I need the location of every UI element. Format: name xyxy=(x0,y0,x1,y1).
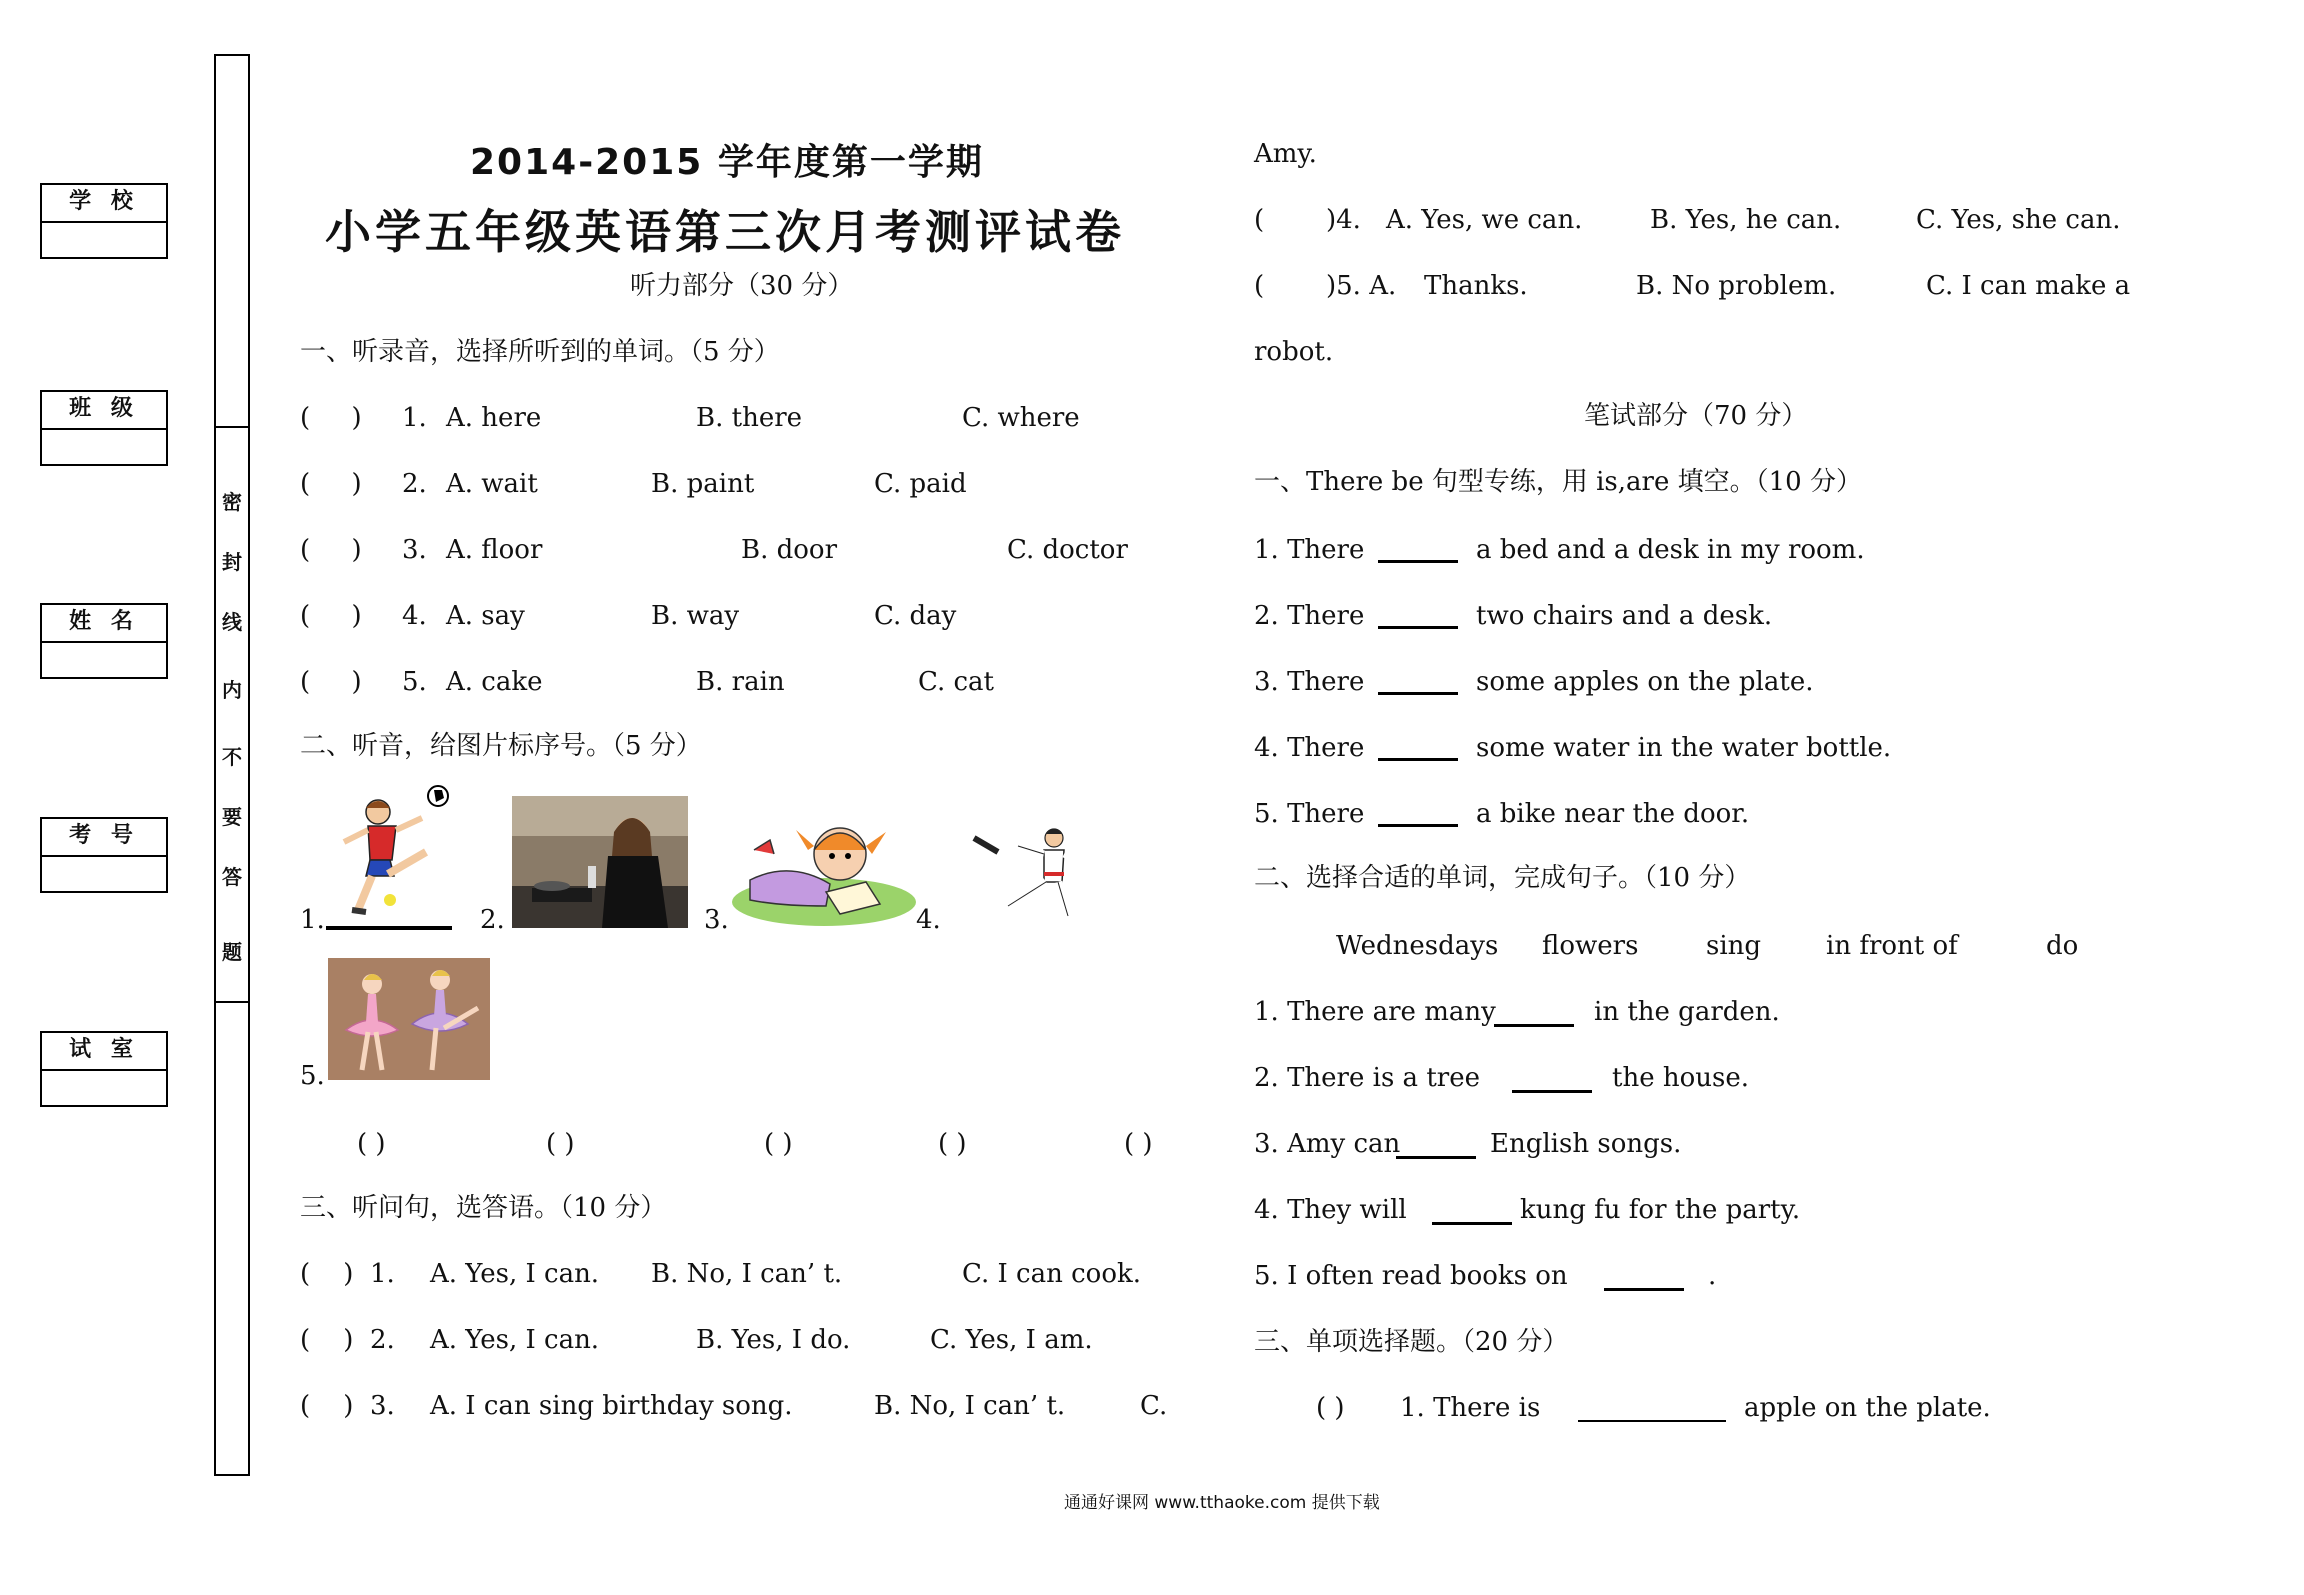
option-c: C. day xyxy=(874,601,957,631)
answer-bracket[interactable]: ( ) xyxy=(300,667,362,697)
woman-cooking-picture xyxy=(512,796,688,928)
word-bank-item: flowers xyxy=(1542,931,1639,961)
question-number: )5. A. xyxy=(1326,271,1397,301)
exam-title: 小学五年级英语第三次月考测评试卷 xyxy=(325,205,1125,259)
option-a: A. here xyxy=(446,403,542,433)
answer-bracket[interactable]: ( xyxy=(1254,271,1265,301)
exam-year-heading: 2014-2015 学年度第一学期 xyxy=(470,142,984,183)
exam-room-label: 试 室 xyxy=(42,1033,166,1071)
option-a: A. Yes, I can. xyxy=(430,1325,600,1355)
answer-blank[interactable] xyxy=(1494,1024,1574,1027)
answer-bracket[interactable]: ( ) xyxy=(300,469,362,499)
answer-bracket[interactable]: ( ) xyxy=(1316,1393,1345,1423)
section-heading: 二、选择合适的单词，完成句子。（10 分） xyxy=(1254,863,1751,893)
answer-bracket[interactable]: ( ) xyxy=(300,601,362,631)
sentence-start: 1. There xyxy=(1254,535,1365,565)
sentence-end: a bed and a desk in my room. xyxy=(1476,535,1865,565)
answer-blank[interactable] xyxy=(1604,1288,1684,1291)
option-b: B. No, I can’ t. xyxy=(651,1259,843,1289)
sentence-end: some apples on the plate. xyxy=(1476,667,1814,697)
seal-char: 不 xyxy=(222,745,242,769)
answer-bracket[interactable]: ( ) xyxy=(300,403,362,433)
option-a: A. Yes, I can. xyxy=(430,1259,600,1289)
section-heading: 一、听录音，选择所听到的单词。（5 分） xyxy=(300,337,780,367)
section-heading: 三、单项选择题。（20 分） xyxy=(1254,1327,1569,1357)
option-c: C. doctor xyxy=(1007,535,1128,565)
answer-bracket[interactable]: ( ) xyxy=(300,1259,354,1289)
seal-char: 封 xyxy=(222,550,242,574)
class-field[interactable] xyxy=(40,390,168,466)
class-label: 班 级 xyxy=(42,392,166,430)
answer-bracket[interactable]: ( ) xyxy=(764,1129,793,1159)
girl-reading-picture xyxy=(730,810,918,928)
sentence-end: some water in the water bottle. xyxy=(1476,733,1892,763)
question-number: 2. xyxy=(402,469,427,499)
answer-bracket[interactable]: ( ) xyxy=(1124,1129,1153,1159)
word-bank-item: in front of xyxy=(1826,931,1958,961)
sentence-start: 5. I often read books on xyxy=(1254,1261,1568,1291)
answer-blank[interactable] xyxy=(1378,758,1458,761)
answer-bracket[interactable]: ( ) xyxy=(938,1129,967,1159)
word-bank-item: sing xyxy=(1706,931,1762,961)
option-a: A. cake xyxy=(446,667,543,697)
footer-source-note: 通通好课网 www.tthaoke.com 提供下载 xyxy=(1064,1493,1380,1513)
option-a: A. wait xyxy=(446,469,538,499)
question-number: 3. xyxy=(402,535,427,565)
option-b: B. Yes, he can. xyxy=(1650,205,1842,235)
exam-number-label: 考 号 xyxy=(42,819,166,857)
question-number: 1. xyxy=(370,1259,395,1289)
ballet-dancers-picture xyxy=(328,958,490,1080)
sentence-end: kung fu for the party. xyxy=(1520,1195,1801,1225)
school-label: 学 校 xyxy=(42,185,166,223)
sentence-end: in the garden. xyxy=(1594,997,1780,1027)
answer-bracket[interactable]: ( ) xyxy=(300,1391,354,1421)
option-c: C. xyxy=(1140,1391,1168,1421)
answer-bracket[interactable]: ( ) xyxy=(300,1325,354,1355)
option-a: A. floor xyxy=(446,535,543,565)
sentence-start: 1. There is xyxy=(1400,1393,1541,1423)
question-number: 2. xyxy=(370,1325,395,1355)
answer-blank[interactable] xyxy=(1512,1090,1592,1093)
seal-char: 题 xyxy=(222,940,242,964)
continued-text: robot. xyxy=(1254,337,1334,367)
exam-room-field[interactable] xyxy=(40,1031,168,1107)
sentence-start: 1. There are many xyxy=(1254,997,1496,1027)
question-number: 5. xyxy=(402,667,427,697)
answer-bracket[interactable]: ( ) xyxy=(300,535,362,565)
answer-blank[interactable] xyxy=(1378,692,1458,695)
option-a: A. say xyxy=(446,601,525,631)
seal-char: 答 xyxy=(222,865,242,889)
picture-label: 3. xyxy=(704,905,729,935)
sentence-end: the house. xyxy=(1612,1063,1749,1093)
name-field[interactable] xyxy=(40,603,168,679)
option-b: B. way xyxy=(651,601,740,631)
answer-blank[interactable] xyxy=(1432,1222,1512,1225)
answer-underline[interactable] xyxy=(326,926,452,930)
sentence-start: 4. They will xyxy=(1254,1195,1407,1225)
seal-char: 密 xyxy=(222,490,242,514)
answer-blank[interactable] xyxy=(1378,560,1458,563)
kung-fu-boy-picture xyxy=(968,822,1092,922)
soccer-player-picture xyxy=(326,782,456,922)
written-part-heading: 笔试部分（70 分） xyxy=(1584,401,1808,431)
option-b: B. No problem. xyxy=(1636,271,1837,301)
option-b: B. No, I can’ t. xyxy=(874,1391,1066,1421)
sentence-start: 5. There xyxy=(1254,799,1365,829)
sentence-end: . xyxy=(1708,1261,1717,1291)
word-bank-item: do xyxy=(2046,931,2079,961)
section-heading: 三、听问句，选答语。（10 分） xyxy=(300,1193,667,1223)
option-b: B. Yes, I do. xyxy=(696,1325,851,1355)
option-b: B. there xyxy=(696,403,803,433)
answer-bracket[interactable]: ( ) xyxy=(546,1129,575,1159)
question-number: )4. xyxy=(1326,205,1361,235)
picture-label: 5. xyxy=(300,1061,325,1091)
option-c: C. Yes, she can. xyxy=(1916,205,2121,235)
sentence-start: 3. Amy can xyxy=(1254,1129,1401,1159)
question-number: 4. xyxy=(402,601,427,631)
exam-number-field[interactable] xyxy=(40,817,168,893)
question-number: 1. xyxy=(402,403,427,433)
sentence-end: two chairs and a desk. xyxy=(1476,601,1773,631)
option-c: C. I can make a xyxy=(1926,271,2131,301)
section-heading: 二、听音，给图片标序号。（5 分） xyxy=(300,731,702,761)
option-b: B. rain xyxy=(696,667,785,697)
answer-bracket[interactable]: ( ) xyxy=(357,1129,386,1159)
option-c: C. I can cook. xyxy=(962,1259,1141,1289)
answer-blank[interactable] xyxy=(1578,1420,1726,1422)
sentence-start: 3. There xyxy=(1254,667,1365,697)
option-a: A. I can sing birthday song. xyxy=(430,1391,793,1421)
option-b: B. paint xyxy=(651,469,755,499)
sentence-end: English songs. xyxy=(1490,1129,1682,1159)
word-bank-item: Wednesdays xyxy=(1336,931,1499,961)
option-c: C. Yes, I am. xyxy=(930,1325,1093,1355)
seal-char: 内 xyxy=(222,678,242,702)
school-field[interactable] xyxy=(40,183,168,259)
option-a: A. Yes, we can. xyxy=(1386,205,1583,235)
section-heading: 一、There be 句型专练，用 is,are 填空。（10 分） xyxy=(1254,467,1862,497)
picture-label: 2. xyxy=(480,905,505,935)
sentence-start: 2. There xyxy=(1254,601,1365,631)
name-label: 姓 名 xyxy=(42,605,166,643)
answer-bracket[interactable]: ( xyxy=(1254,205,1265,235)
answer-blank[interactable] xyxy=(1378,626,1458,629)
option-a: Thanks. xyxy=(1424,271,1528,301)
sentence-end: apple on the plate. xyxy=(1744,1393,1991,1423)
option-b: B. door xyxy=(741,535,838,565)
sentence-start: 4. There xyxy=(1254,733,1365,763)
sentence-end: a bike near the door. xyxy=(1476,799,1750,829)
answer-blank[interactable] xyxy=(1396,1156,1476,1159)
sentence-start: 2. There is a tree xyxy=(1254,1063,1480,1093)
listening-part-heading: 听力部分（30 分） xyxy=(630,271,854,301)
option-c: C. paid xyxy=(874,469,967,499)
picture-label: 4. xyxy=(916,905,941,935)
question-number: 3. xyxy=(370,1391,395,1421)
seal-char: 线 xyxy=(222,610,242,634)
answer-blank[interactable] xyxy=(1378,824,1458,827)
continued-text: Amy. xyxy=(1254,139,1317,169)
picture-label: 1. xyxy=(300,905,325,935)
option-c: C. where xyxy=(962,403,1080,433)
option-c: C. cat xyxy=(918,667,995,697)
seal-char: 要 xyxy=(222,805,242,829)
